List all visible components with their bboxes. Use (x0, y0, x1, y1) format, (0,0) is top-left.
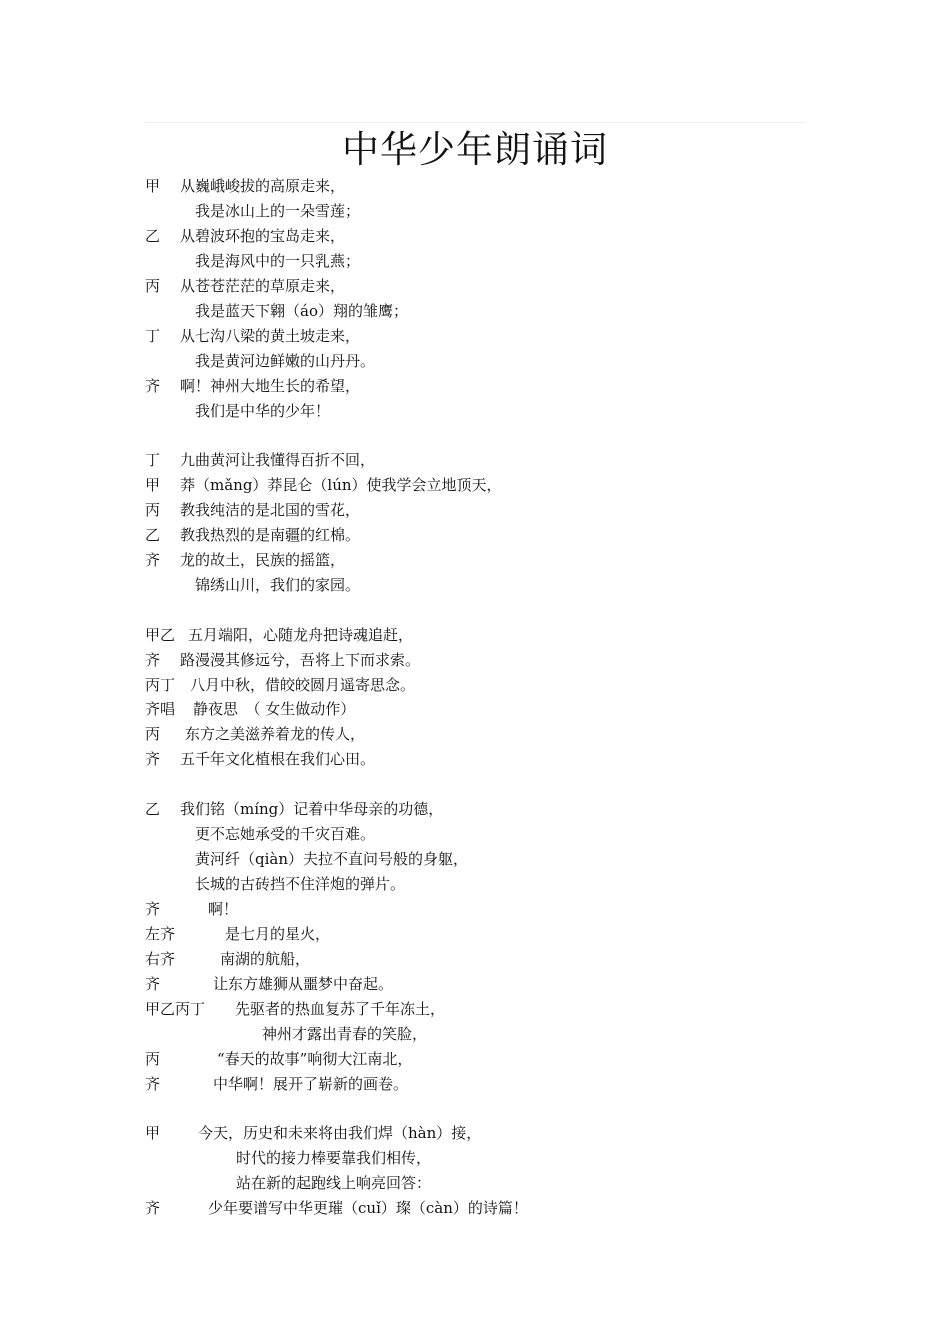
speaker-label: 齐 (145, 1075, 161, 1093)
speaker-label: 齐唱 (145, 700, 176, 718)
speaker-label: 齐 (145, 975, 161, 993)
poem-line: 少年要谱写中华更璀（cuǐ）璨（càn）的诗篇！ (208, 1199, 528, 1217)
poem-line: 东方之美滋养着龙的传人， (185, 725, 366, 743)
poem-line: 龙的故土，民族的摇篮， (180, 551, 346, 569)
poem-line: 五千年文化植根在我们心田。 (180, 750, 376, 768)
poem-line: 站在新的起跑线上响亮回答： (236, 1174, 432, 1192)
poem-line: 莽（mǎng）莽昆仑（lún）使我学会立地顶天， (180, 476, 502, 494)
speaker-label: 甲 (145, 1124, 161, 1142)
speaker-label: 丙 (145, 277, 161, 295)
speaker-label: 丙 (145, 1050, 161, 1068)
poem-line: 教我热烈的是南疆的红棉。 (180, 526, 361, 544)
poem-line: 八月中秋，借皎皎圆月遥寄思念。 (190, 676, 416, 694)
poem-line: 黄河纤（qiàn）夫拉不直问号般的身躯， (195, 850, 469, 868)
speaker-label: 右齐 (145, 950, 176, 968)
speaker-label: 齐 (145, 551, 161, 569)
poem-line: 中华啊！展开了崭新的画卷。 (213, 1075, 409, 1093)
poem-line: 我们铭（míng）记着中华母亲的功德， (180, 800, 444, 818)
header-rule (145, 122, 805, 123)
speaker-label: 齐 (145, 1199, 161, 1217)
poem-line: 从巍峨峻拔的高原走来， (180, 177, 346, 195)
poem-line: 锦绣山川，我们的家园。 (195, 576, 361, 594)
speaker-label: 丙 (145, 501, 161, 519)
poem-line: 是七月的星火， (225, 925, 331, 943)
speaker-label: 齐 (145, 750, 161, 768)
poem-line: 我们是中华的少年！ (195, 402, 331, 420)
poem-line: 让东方雄狮从噩梦中奋起。 (213, 975, 394, 993)
speaker-label: 齐 (145, 377, 161, 395)
speaker-label: 丁 (145, 451, 161, 469)
speaker-label: 甲 (145, 476, 161, 494)
speaker-label: 甲 (145, 177, 161, 195)
speaker-label: 乙 (145, 800, 161, 818)
poem-line: 长城的古砖挡不住洋炮的弹片。 (195, 875, 406, 893)
poem-line: 神州才露出青春的笑脸， (262, 1025, 428, 1043)
poem-line: 更不忘她承受的千灾百难。 (195, 825, 376, 843)
speaker-label: 乙 (145, 526, 161, 544)
speaker-label: 丁 (145, 327, 161, 345)
poem-line: 我是海风中的一只乳燕； (195, 252, 361, 270)
poem-line: 时代的接力棒要靠我们相传， (236, 1149, 432, 1167)
poem-line: 我是冰山上的一朵雪莲； (195, 202, 361, 220)
speaker-label: 甲乙 (145, 626, 176, 644)
poem-line: 从七沟八梁的黄土坡走来， (180, 327, 361, 345)
poem-line: 南湖的航船， (220, 950, 311, 968)
poem-line: 我是蓝天下翱（áo）翔的雏鹰； (195, 302, 408, 320)
speaker-label: 齐 (145, 900, 161, 918)
poem-line: 今天，历史和未来将由我们焊（hàn）接， (198, 1124, 482, 1142)
poem-line: 九曲黄河让我懂得百折不回， (180, 451, 376, 469)
poem-line: 我是黄河边鲜嫩的山丹丹。 (195, 352, 376, 370)
page-title: 中华少年朗诵词 (342, 128, 608, 171)
speaker-label: 丙 (145, 725, 161, 743)
speaker-label: 乙 (145, 227, 161, 245)
poem-line: 从碧波环抱的宝岛走来， (180, 227, 346, 245)
poem-line: 路漫漫其修远兮，吾将上下而求索。 (180, 651, 421, 669)
poem-line: 静夜思 （ 女生做动作） (193, 700, 356, 718)
poem-line: 先驱者的热血复苏了千年冻土， (235, 1000, 446, 1018)
poem-line: 五月端阳，心随龙舟把诗魂追赶， (188, 626, 414, 644)
poem-line: 啊！ (208, 900, 239, 918)
poem-line: 啊！神州大地生长的希望， (180, 377, 361, 395)
speaker-label: 齐 (145, 651, 161, 669)
speaker-label: 左齐 (145, 925, 176, 943)
speaker-label: 丙丁 (145, 676, 176, 694)
poem-line: 从苍苍茫茫的草原走来， (180, 277, 346, 295)
poem-line: 教我纯洁的是北国的雪花， (180, 501, 361, 519)
speaker-label: 甲乙丙丁 (145, 1000, 206, 1018)
poem-line: “春天的故事”响彻大江南北， (217, 1050, 413, 1068)
